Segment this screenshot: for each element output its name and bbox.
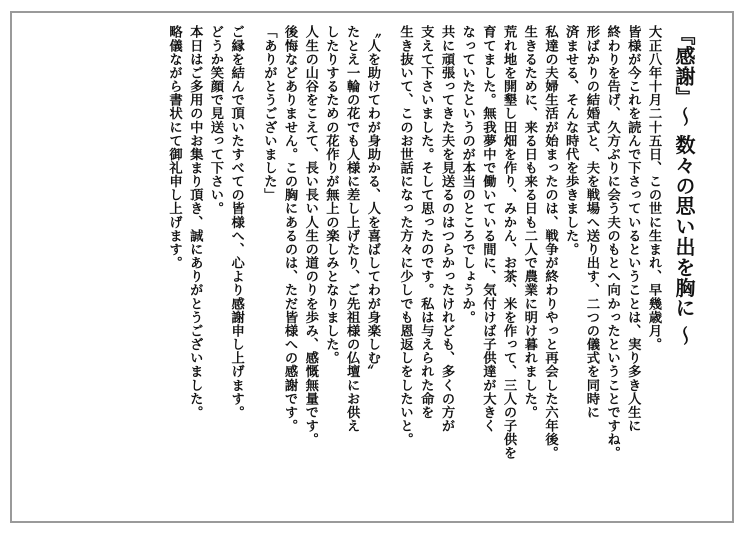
- paragraph2-line: 人生の山谷をこえて、長い長い人生の道のりを歩み、感慨無量です。: [302, 25, 318, 446]
- paragraph1-line: なっていたというのが本当のところでしょうか。: [459, 25, 475, 324]
- paragraph-gap: [246, 25, 258, 507]
- paragraph3-line: 本日はご多用の中お集まり頂き、誠にありがとうございました。: [187, 25, 203, 419]
- paragraph1-line: 生き抜いて、このお世話になった方々に少しでも恩返しをしたいと。: [397, 25, 413, 446]
- letter-title: 『感謝』～ 数々の思い出を胸に ～: [672, 25, 696, 346]
- paragraph1-line: 荒れ地を開墾し田畑を作り、みかん、お茶、米を作って、三人の子供を: [501, 25, 517, 460]
- paragraph1-line: 生きるために、来る日も来る日も二人で農業に明け暮れました。: [521, 25, 537, 419]
- document-frame: [10, 11, 734, 523]
- paragraph-gap: [382, 25, 394, 507]
- paragraph2-line: 「ありがとうございました」: [261, 25, 277, 202]
- paragraph1-line: 育てました。無我夢中で働いている間に、気付けば子供達が大きく: [480, 25, 496, 433]
- paragraph3-line: ご縁を結んで頂いたすべての皆様へ、心より感謝申し上げます。: [228, 25, 244, 419]
- paragraph1-line: 共に頑張ってきた夫を見送るのはつらかったけれども、多くの方が: [438, 25, 454, 433]
- paragraph1-line: 形ばかりの結婚式と、夫を戦場へ送り出す、二つの儀式を同時に: [583, 25, 599, 419]
- paragraph1-line: 私達の夫婦生活が始まったのは、戦争が終わりやっと再会した六年後。: [542, 25, 558, 460]
- paragraph1-line: 支えて下さいました。そして思ったのです。私は与えられた命を: [418, 25, 434, 419]
- paragraph3-line: 略儀ながら書状にて御礼申し上げます。: [166, 25, 182, 270]
- paragraph2-line: したりするための花作りが無上の楽しみとなりました。: [323, 25, 339, 365]
- paragraph2-line: 後悔などありません。この胸にあるのは、ただ皆様への感謝です。: [282, 25, 298, 433]
- paragraph1-line: 皆様が今これを読んで下さっているということは、実り多き人生に: [625, 25, 641, 433]
- letter-body: [24, 25, 699, 507]
- paragraph1-line: 終わりを告げ、久方ぶりに会う夫のもとへ向かったということですね。: [604, 25, 620, 460]
- paragraph3-line: どうか笑顔で見送って下さい。: [207, 25, 223, 216]
- paragraph2-line: 〝人を助けてわが身助かる、人を喜ばしてわが身楽しむ〟: [364, 25, 380, 379]
- paragraph1-line: 大正八年十月二十五日、この世に生まれ、早幾歳月。: [646, 25, 661, 351]
- paragraph1-line: 済ませる、そんな時代を歩きました。: [563, 25, 579, 256]
- paragraph2-line: たとえ一輪の花でも人様に差し上げたり、ご先祖様の仏壇にお供え: [344, 25, 360, 433]
